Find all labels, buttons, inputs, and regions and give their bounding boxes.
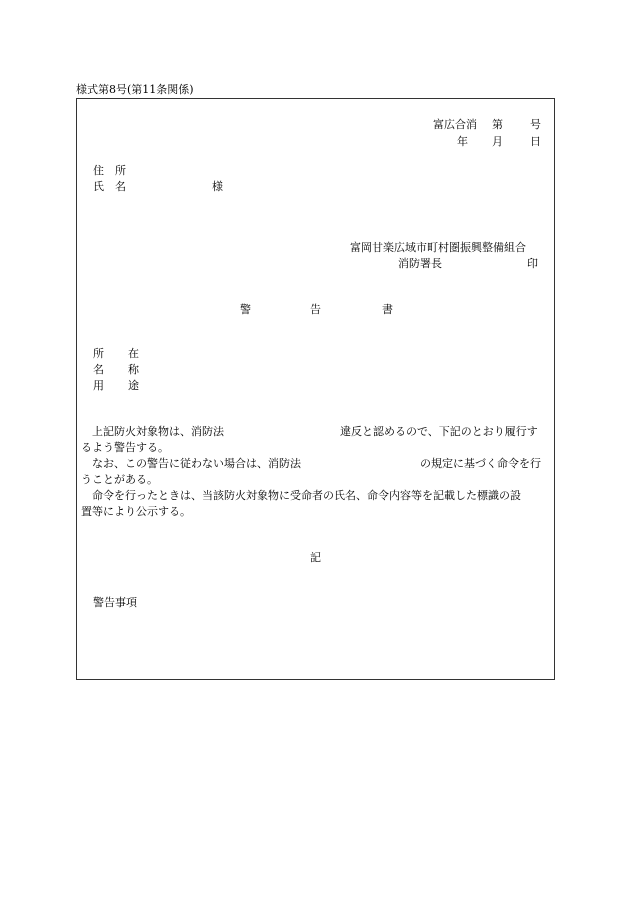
target-name-label-1: 名 [93, 363, 104, 376]
doc-number-go: 号 [530, 118, 541, 131]
recipient-name-label: 氏 名 [93, 180, 126, 193]
issuer-organization: 富岡甘楽広域市町村圏振興整備組合 [350, 241, 526, 254]
issuer-seal: 印 [527, 257, 538, 270]
issuer-title: 消防署長 [398, 257, 442, 270]
body-p3-line1: 命令を行ったときは、当該防火対象物に受命者の氏名、命令内容等を記載した標識の設 [92, 489, 521, 502]
doc-number-dai: 第 [492, 118, 503, 131]
recipient-honorific: 様 [212, 180, 223, 193]
target-location-label-2: 在 [128, 347, 139, 360]
body-p3-line2: 置等により公示する。 [81, 505, 191, 518]
doc-number-prefix: 富広合消 [433, 118, 477, 131]
record-heading: 記 [310, 551, 321, 564]
form-frame [76, 98, 555, 680]
body-p1-line1-end: 違反と認めるので、下記のとおり履行す [340, 425, 538, 438]
document-title-char-1: 警 [240, 303, 251, 316]
body-p1-line1-start: 上記防火対象物は、消防法 [92, 425, 224, 438]
date-month: 月 [492, 135, 503, 148]
date-day: 日 [530, 135, 541, 148]
recipient-address-label: 住 所 [93, 164, 126, 177]
warning-items-label: 警告事項 [93, 596, 137, 609]
target-use-label-1: 用 [93, 379, 104, 392]
target-use-label-2: 途 [128, 379, 139, 392]
body-p2-line1-end: の規定に基づく命令を行 [420, 457, 541, 470]
body-p2-line2: うことがある。 [81, 473, 158, 486]
body-p2-line1-start: なお、この警告に従わない場合は、消防法 [92, 457, 301, 470]
date-year: 年 [457, 135, 468, 148]
document-title-char-3: 書 [382, 303, 393, 316]
form-label: 様式第8号(第11条関係) [76, 83, 194, 96]
target-location-label-1: 所 [93, 347, 104, 360]
target-name-label-2: 称 [128, 363, 139, 376]
body-p1-line2: るよう警告する。 [81, 441, 169, 454]
document-title-char-2: 告 [310, 303, 321, 316]
